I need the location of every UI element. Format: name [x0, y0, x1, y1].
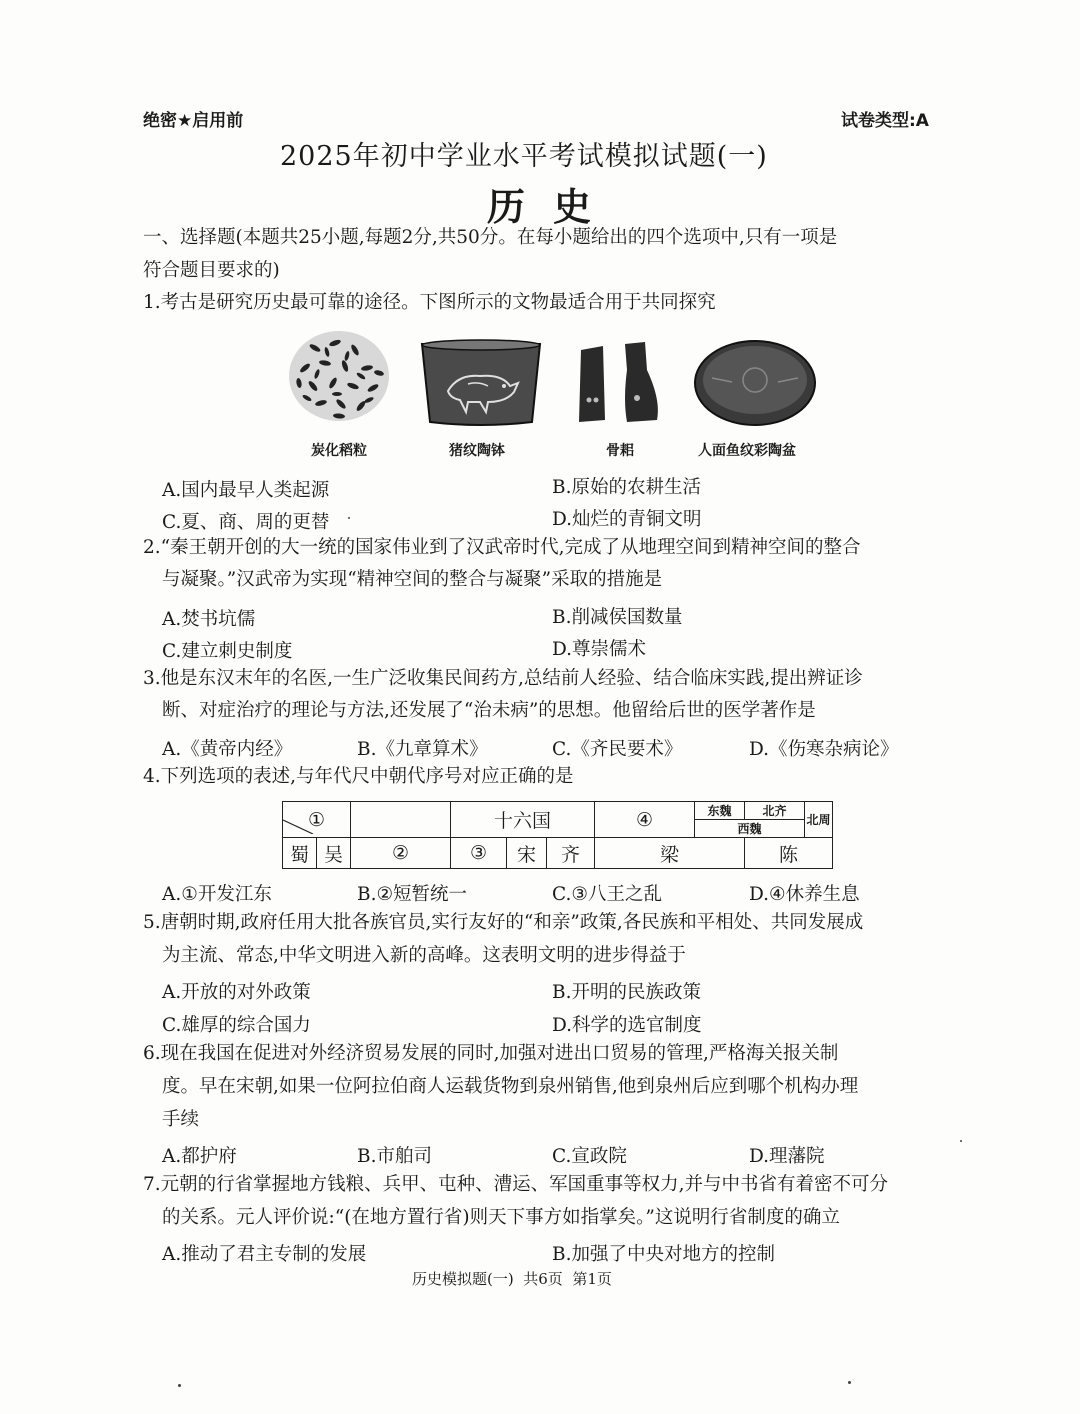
q1-option-a[interactable]: A.国内最早人类起源 — [162, 480, 330, 501]
q3-stem-line2: 断、对症治疗的理论与方法,还发展了“治未病”的思想。他留给后世的医学著作是 — [162, 700, 816, 721]
caption-carbonized-rice: 炭化稻粒 — [311, 443, 367, 459]
timeline-label-1: ① — [307, 808, 326, 831]
carbonized-rice-image — [285, 328, 393, 424]
q4-option-a[interactable]: A.①开发江东 — [162, 884, 272, 905]
q6-option-b[interactable]: B.市舶司 — [357, 1146, 432, 1167]
timeline-cell-4: ④ — [595, 802, 695, 838]
q2-option-a[interactable]: A.焚书坑儒 — [162, 609, 256, 630]
q4-stem: 4.下列选项的表述,与年代尺中朝代序号对应正确的是 — [143, 766, 574, 787]
q6-stem-line2: 度。早在宋朝,如果一位阿拉伯商人运载货物到泉州销售,他到泉州后应到哪个机构办理 — [162, 1076, 859, 1097]
timeline-beiqi: 北齐 — [745, 802, 805, 820]
q6-option-a[interactable]: A.都护府 — [162, 1146, 237, 1167]
q2-option-d[interactable]: D.尊崇儒术 — [552, 639, 647, 660]
q7-option-b[interactable]: B.加强了中央对地方的控制 — [552, 1244, 775, 1265]
exam-title: 2025年初中学业水平考试模拟试题(一) — [280, 141, 768, 172]
q1-option-b[interactable]: B.原始的农耕生活 — [552, 477, 701, 498]
pig-pattern-pottery-image — [418, 336, 544, 428]
scan-speck — [848, 1381, 851, 1384]
timeline-dongwei: 东魏 — [695, 802, 745, 820]
timeline-blank-1 — [351, 802, 451, 838]
q7-stem-line2: 的关系。元人评价说:“(在地方置行省)则天下事方如指掌矣。”这说明行省制度的确立 — [162, 1207, 840, 1228]
q5-option-d[interactable]: D.科学的选官制度 — [552, 1015, 702, 1036]
q5-option-c[interactable]: C.雄厚的综合国力 — [162, 1015, 311, 1036]
scan-speck — [960, 1140, 962, 1142]
q2-option-b[interactable]: B.削减侯国数量 — [552, 607, 683, 628]
timeline-cell-1 — [283, 802, 351, 838]
timeline-xiwei: 西魏 — [695, 820, 805, 838]
timeline-liang: 梁 — [595, 838, 745, 869]
q4-option-b[interactable]: B.②短暂统一 — [357, 884, 468, 905]
section-instruction-line1: 一、选择题(本题共25小题,每题2分,共50分。在每小题给出的四个选项中,只有一项是 — [143, 227, 838, 248]
page-footer: 历史模拟题(一) 共6页 第1页 — [412, 1270, 612, 1288]
q1-option-d[interactable]: D.灿烂的青铜文明 — [552, 509, 702, 530]
q3-stem-line1: 3.他是东汉末年的名医,一生广泛收集民间药方,总结前人经验、结合临床实践,提出辨证诊 — [143, 668, 863, 689]
q7-option-a[interactable]: A.推动了君主专制的发展 — [162, 1244, 367, 1265]
secret-label: 绝密★启用前 — [143, 111, 244, 131]
scan-speck — [178, 1384, 181, 1387]
paper-type-label: 试卷类型:A — [841, 111, 929, 131]
section-instruction-line2: 符合题目要求的) — [143, 260, 280, 281]
q6-option-d[interactable]: D.理藩院 — [749, 1146, 825, 1167]
q2-stem-line2: 与凝聚。”汉武帝为实现“精神空间的整合与凝聚”采取的措施是 — [162, 569, 663, 590]
q6-stem-line3: 手续 — [162, 1109, 200, 1130]
q5-option-b[interactable]: B.开明的民族政策 — [552, 982, 701, 1003]
q5-option-a[interactable]: A.开放的对外政策 — [162, 982, 311, 1003]
scan-speck — [348, 517, 350, 519]
subject-title: 历史 — [487, 184, 620, 229]
q4-option-c[interactable]: C.③八王之乱 — [552, 884, 662, 905]
timeline-qi: 齐 — [547, 838, 595, 869]
timeline-wu: 吴 — [317, 838, 351, 869]
q3-option-c[interactable]: C.《齐民要术》 — [552, 739, 683, 760]
dynasty-timeline-table — [282, 801, 833, 869]
timeline-sixteen-kingdoms: 十六国 — [451, 802, 595, 838]
q6-option-c[interactable]: C.宣政院 — [552, 1146, 627, 1167]
q1-option-c[interactable]: C.夏、商、周的更替 — [162, 512, 330, 533]
q2-stem-line1: 2.“秦王朝开创的大一统的国家伟业到了汉武帝时代,完成了从地理空间到精神空间的整合 — [143, 537, 861, 558]
bone-spade-image — [573, 340, 665, 424]
q2-option-c[interactable]: C.建立刺史制度 — [162, 641, 293, 662]
q1-stem: 1.考古是研究历史最可靠的途径。下图所示的文物最适合用于共同探究 — [143, 292, 716, 313]
q3-option-b[interactable]: B.《九章算术》 — [357, 739, 488, 760]
caption-painted-basin: 人面鱼纹彩陶盆 — [698, 443, 796, 459]
painted-basin-image — [692, 338, 818, 428]
q5-stem-line2: 为主流、常态,中华文明进入新的高峰。这表明文明的进步得益于 — [162, 945, 686, 966]
timeline-cell-3: ③ — [451, 838, 507, 869]
q3-option-d[interactable]: D.《伤寒杂病论》 — [749, 739, 899, 760]
timeline-beizhou: 北周 — [805, 802, 833, 838]
q7-stem-line1: 7.元朝的行省掌握地方钱粮、兵甲、屯种、漕运、军国重事等权力,并与中书省有着密不可分 — [143, 1174, 889, 1195]
timeline-shu: 蜀 — [283, 838, 317, 869]
q3-option-a[interactable]: A.《黄帝内经》 — [162, 739, 293, 760]
timeline-song: 宋 — [507, 838, 547, 869]
q5-stem-line1: 5.唐朝时期,政府任用大批各族官员,实行友好的“和亲”政策,各民族和平相处、共同发展成 — [143, 912, 864, 933]
caption-bone-spade: 骨耜 — [606, 443, 634, 459]
timeline-cell-2: ② — [351, 838, 451, 869]
timeline-chen: 陈 — [745, 838, 833, 869]
q4-option-d[interactable]: D.④休养生息 — [749, 884, 860, 905]
q6-stem-line1: 6.现在我国在促进对外经济贸易发展的同时,加强对进出口贸易的管理,严格海关报关制 — [143, 1043, 839, 1064]
caption-pig-pottery: 猪纹陶钵 — [449, 443, 505, 459]
